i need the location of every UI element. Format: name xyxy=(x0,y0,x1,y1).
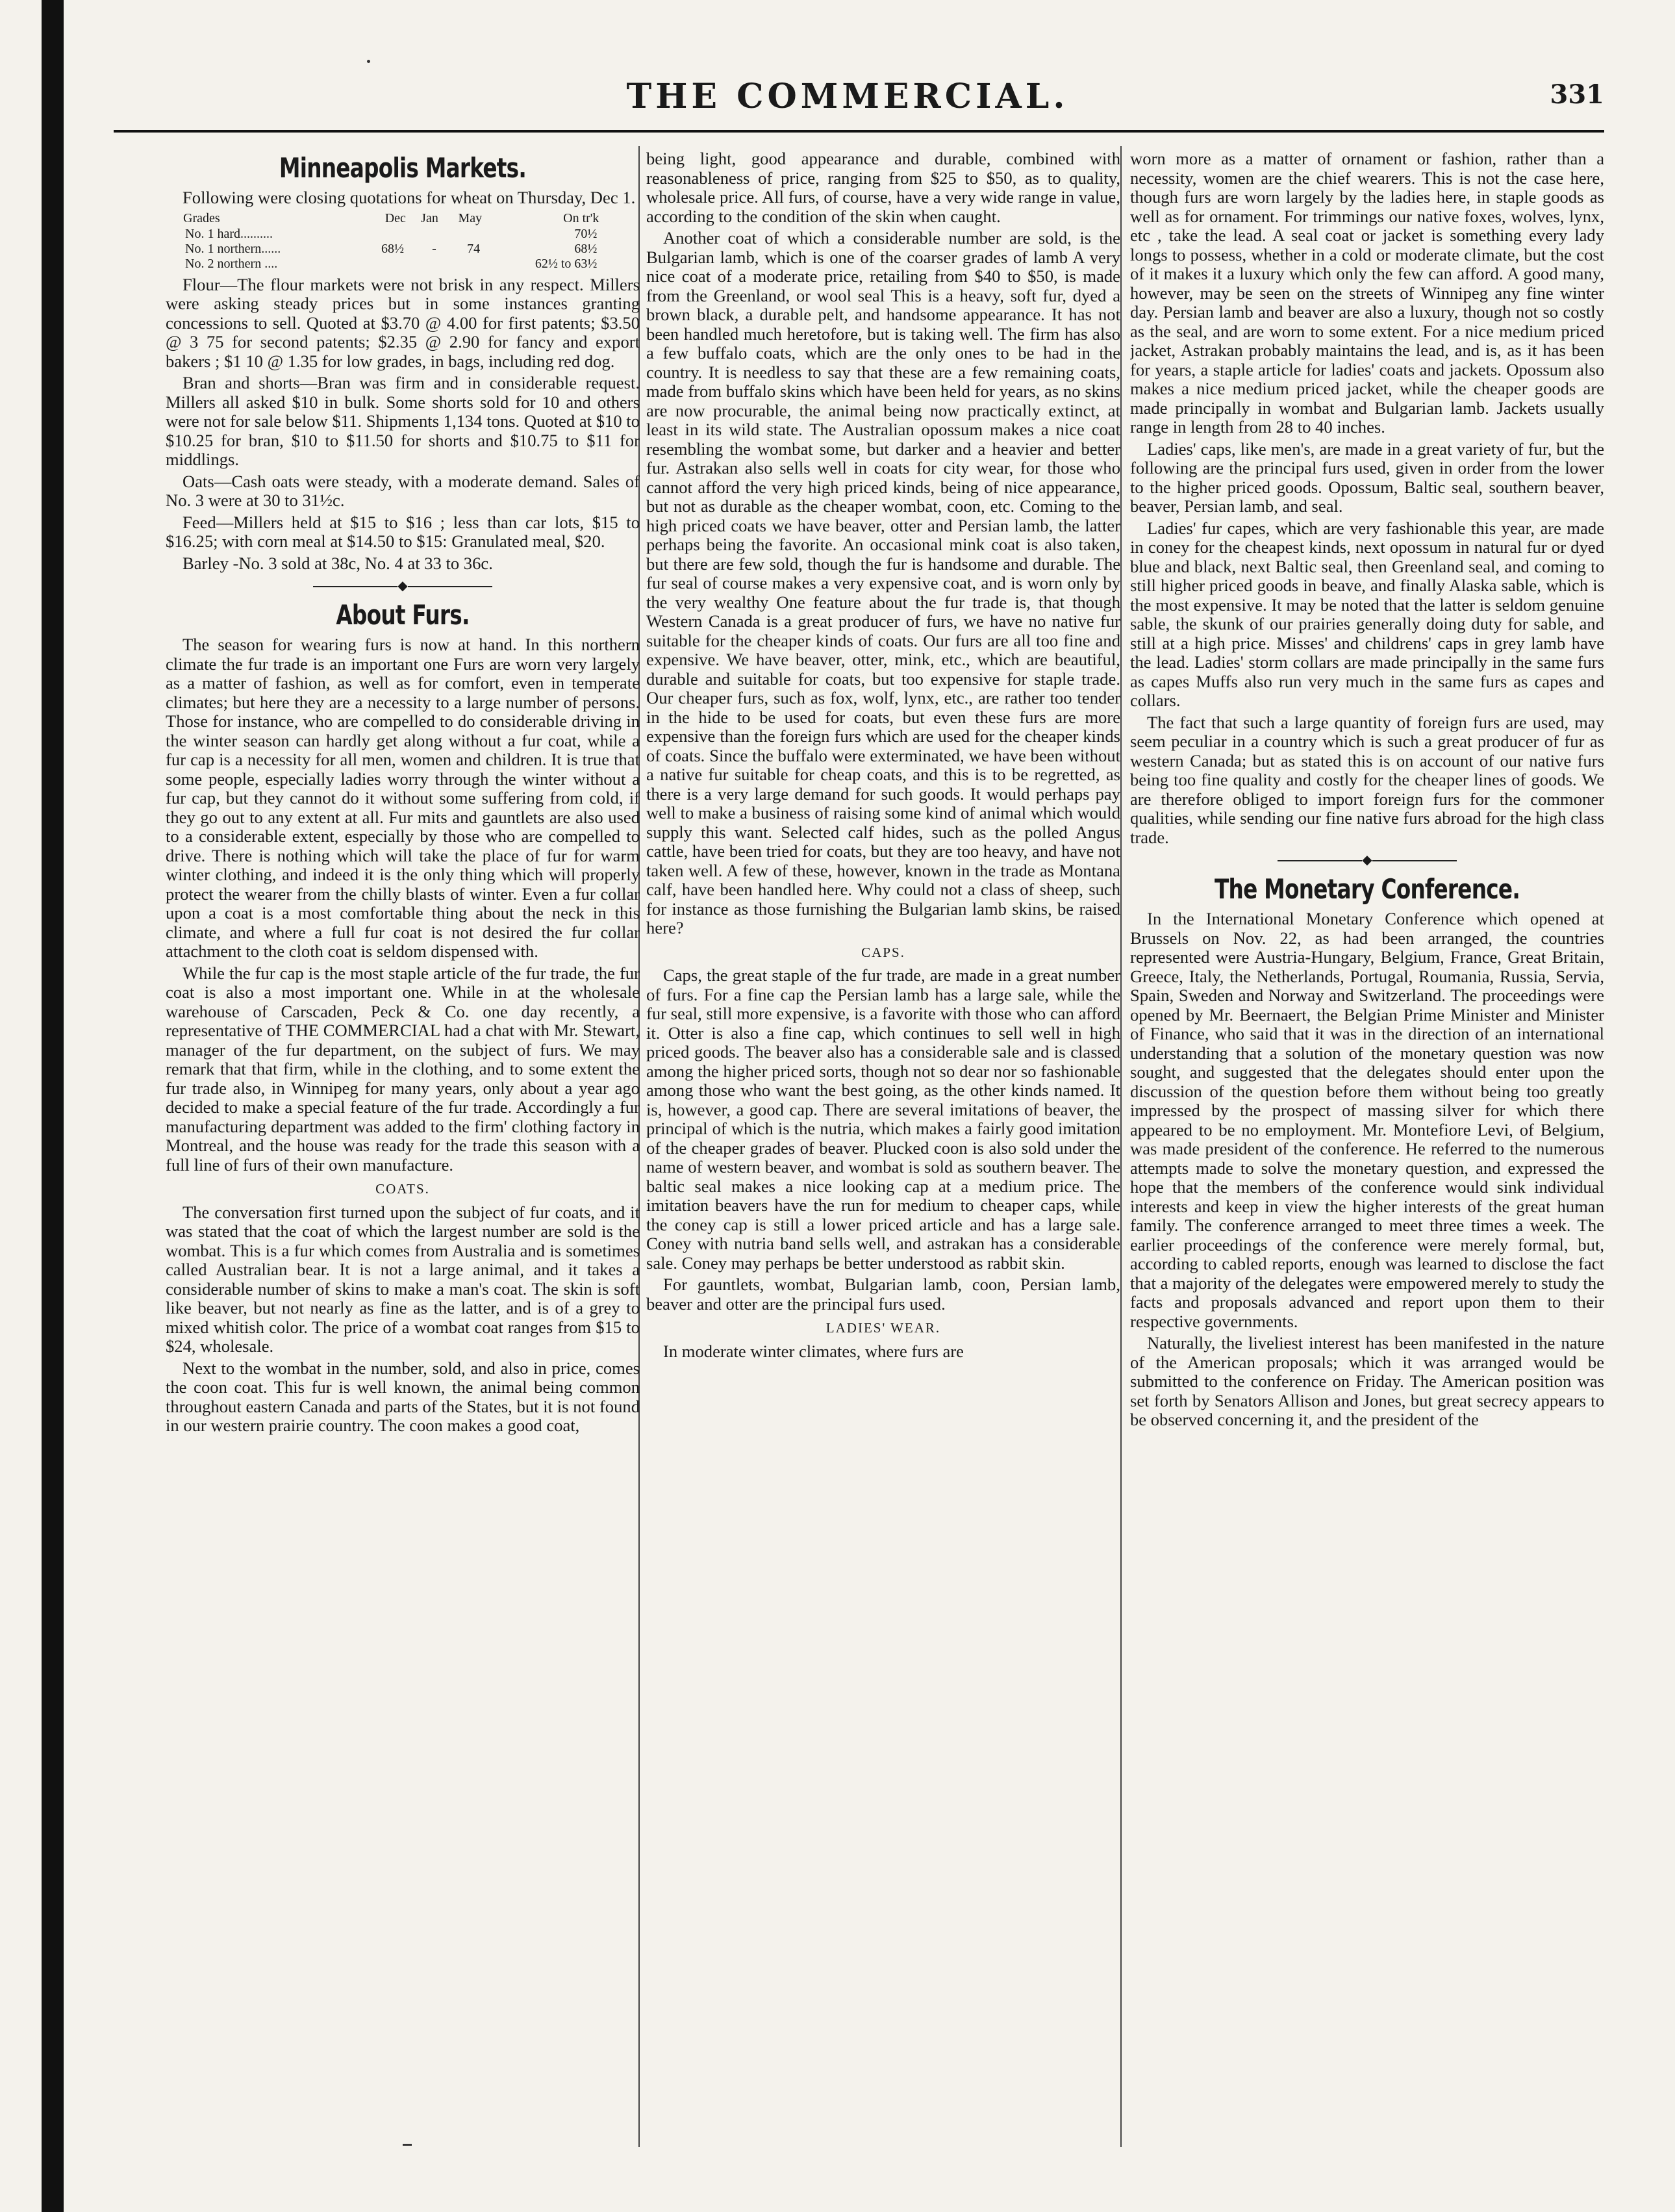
wheat-quotations-table xyxy=(183,210,599,272)
table-header-row xyxy=(183,210,599,227)
paragraph: Following were closing quotations for wheat on Thursday, Dec 1. xyxy=(183,188,636,207)
table-cell: 68½ xyxy=(574,241,598,256)
table-cell xyxy=(439,257,483,272)
column-header: On tr'k xyxy=(563,210,599,225)
article-separator: ◆ xyxy=(1130,854,1604,867)
article-separator: ◆ xyxy=(166,579,640,592)
table-cell: 68½ xyxy=(381,241,404,256)
column-header: Dec xyxy=(384,210,406,225)
table-cell xyxy=(358,227,407,242)
table-cell: No. 1 northern...... xyxy=(185,241,281,256)
paragraph: Ladies' fur capes, which are very fashionable this year, are made in coney for the cheapest kinds, next opossum in natural fur or dyed blue and black, next Baltic seal, then Greenland seal, and coming to still higher priced goods in beave, and finally Alaska sable, which is the most expensive. It may be noted that the latter is seldom genuine sable, the skunk of our prairies generally doing duty for sable, and still at a high price. Misses' and childrens' caps in grey lamb have the lead. Ladies' storm collars are made principally in the same furs as capes Muffs also run very much in the same furs as capes and collars. xyxy=(1130,518,1604,710)
paragraph: While the fur cap is the most staple article of the fur trade, the fur coat is also a most important one. While in at the wholesale warehouse of Carscaden, Peck & Co. one day recently, a representative of THE COMMERCIAL had a chat with Mr. Stewart, manager of the fur department, on the subject of furs. We may remark that that firm, while in the clothing, and to some extent the fur trade also, in Winnipeg for many years, only about a year ago decided to make a special feature of the fur trade. Accordingly a fur manufacturing department was added to the firm' clothing factory in Montreal, and the house was ready for the trade this season with a full line of furs of their own manufacture. xyxy=(166,963,640,1175)
paragraph: being light, good appearance and durable, combined with reasonableness of price, ranging from $25 to $50, as to quality, wholesale price. All furs, of course, have a very wide range in value, according to the condition of the skin when caught. xyxy=(646,149,1120,226)
article-heading-minneapolis: Minneapolis Markets. xyxy=(279,152,527,184)
masthead xyxy=(91,77,1604,122)
table-cell: No. 2 northern .... xyxy=(185,256,278,271)
table-cell: - xyxy=(432,241,436,256)
paragraph: Barley -No. 3 sold at 38c, No. 4 at 33 to 36c. xyxy=(183,553,493,573)
paragraph: Ladies' caps, like men's, are made in a great variety of fur, but the following are the principal furs used, given in order from the lower to the higher priced goods. Opossum, Baltic seal, southern beaver, beaver, Persian lamb, and seal. xyxy=(1130,439,1604,516)
paragraph: In the International Monetary Conference which opened at Brussels on Nov. 22, as had been arranged, the countries represented were Austria-Hungary, Belgium, France, Great Britain, Greece, Italy, the Netherlands, Portugal, Roumania, Russia, Servia, Spain, Sweden and Norway and Switzerland. The proceedings were opened by Mr. Beernaert, the Belgian Prime Minister and Minister of Finance, who said that it was in the direction of an international understanding that a solution of the monetary question was now sought, and suggested that the delegates should enter upon the discussion of the question before them without being too greatly impressed by the prospect of massing silver for which there appeared to be no employment. Mr. Montefiore Levi, of Belgium, was made president of the conference. He referred to the numerous attempts made to solve the monetary question, and expressed the hope that the members of the conference would sink individual interests and keep in view the higher interests of the great human family. The conference arranged to meet three times a week. The earlier proceedings of the conference were merely formal, but, according to cabled reports, enough was learned to disclose the fact that a majority of the delegates were empowered merely to study the facts and proposals advanced and report upon them to their respective governments. xyxy=(1130,909,1604,1331)
paragraph: For gauntlets, wombat, Bulgarian lamb, coon, Persian lamb, beaver and otter are the principal furs used. xyxy=(646,1275,1120,1314)
article-heading-monetary: The Monetary Conference. xyxy=(1214,873,1520,905)
article-heading-furs: About Furs. xyxy=(336,599,470,631)
paragraph: The conversation first turned upon the subject of fur coats, and it was stated that the coat of which the largest number are sold is the wombat. This is a fur which comes from Australia and is sometimes called Australian bear. It is not a large animal, and it takes a considerable number of skins to make a man's coat. The skin is soft like beaver, but not nearly as fine as the latter, and is of a grey to mixed whitish color. The price of a wombat coat ranges from $15 to $24, wholesale. xyxy=(166,1202,640,1356)
print-mark xyxy=(403,2144,412,2146)
table-cell xyxy=(358,257,407,272)
table-row xyxy=(183,227,599,242)
table-cell: 70½ xyxy=(574,226,598,241)
paragraph: The fact that such a large quantity of foreign furs are used, may seem peculiar in a country which is such a great producer of fur as western Canada; but as stated this is on account of our native furs being too fine quality and costly for the cheaper lines of goods. We are therefore obliged to import foreign furs for the commoner qualities, while sending our fine native furs abroad for the high class trade. xyxy=(1130,712,1604,847)
paragraph: The season for wearing furs is now at hand. In this northern climate the fur trade is an important one Furs are worn very largely as a matter of fashion, as well as for comfort, even in temperate climates; but here they are a necessity to a large number of persons. Those for instance, who are compelled to do considerable driving in the winter season can hardly get along without a fur coat, while a fur cap is a necessity for all men, women and children. It is true that some people, especially ladies worry through the winter without a fur cap, but they cannot do it without some suffering from cold, if they go out to any extent at all. Fur mits and gauntlets are also used to a considerable extent, especially by those who are compelled to drive. There is nothing which will take the place of fur for warm winter clothing, and indeed it is the only thing which will properly protect the wearer from the chilly blasts of winter. Even a fur collar upon a coat is a most comfortable thing about the neck in this climate, and where a full fur coat is not desired the fur collar attachment to the cloth coat is seldom dispensed with. xyxy=(166,635,640,961)
table-cell xyxy=(439,227,483,242)
column-header: Jan xyxy=(421,210,438,225)
paragraph: Caps, the great staple of the fur trade, are made in a great number of furs. For a fine cap the Persian lamb has a large sale, while the fur seal, still more expensive, is a favorite with those who can afford it. Otter is also a fine cap, which continues to sell well in high priced goods. The beaver also has a considerable sale and is classed among the higher priced sorts, though not so dear nor so fashionable among those who want the best going, as the other kinds named. It is, however, a good cap. There are several imitations of beaver, the principal of which is the nutria, which makes a fairly good imitation of the cheaper grades of beaver. Plucked coon is also sold under the name of western beaver, and wombat is sold as southern beaver. The baltic seal makes a nice looking cap at a medium price. The imitation beavers have the run for medium to cheaper caps, while the coney cap is still a lower priced article and has a large sale. Coney with nutria band sells well, and astrakan has a considerable sale. Coney may perhaps be better understood as rabbit skin. xyxy=(646,965,1120,1273)
paragraph: Bran and shorts—Bran was firm and in considerable request. Millers all asked $10 in bulk. Some shorts sold for 10 and others were not for sale below $11. Shipments 1,134 tons. Quoted at $10 to $10.25 for bran, $10 to $11.50 for shorts and $10.75 to $11 for middlings. xyxy=(166,373,640,469)
paragraph: Naturally, the liveliest interest has been manifested in the nature of the American proposals; which it was arranged would be submitted to the conference on Friday. The American position was set forth by Senators Allison and Jones, but great secrecy appears to be observed concerning it, and the president of the xyxy=(1130,1333,1604,1429)
column-header: May xyxy=(458,210,483,225)
paragraph: In moderate winter climates, where furs are xyxy=(663,1341,964,1361)
table-cell: 74 xyxy=(467,241,481,256)
paragraph: Feed—Millers held at $15 to $16 ; less than car lots, $15 to $16.25; with corn meal at $14.50 to $15: Granulated meal, $20. xyxy=(166,512,640,551)
table-cell xyxy=(407,227,439,242)
paragraph: Flour—The flour markets were not brisk in any respect. Millers were asking steady prices but in some instances granting concessions to sell. Quoted at $3.70 @ 4.00 for first patents; $3.50 @ 3 75 for second patents; $2.35 @ 2.90 for fancy and export bakers ; $1 10 @ 1.35 for low grades, in bags, including red dog. xyxy=(166,274,640,371)
column-divider xyxy=(1120,146,1122,2147)
table-row xyxy=(183,242,599,257)
paragraph: Another coat of which a considerable number are sold, is the Bulgarian lamb, which is one of the coarser grades of lamb A very nice coat of a moderate price, retailing from $40 to $50, is made from the Greenland, or wool seal This is a heavy, soft fur, dyed a brown black, a durable pelt, and handsome appearance. It has not been handled much heretofore, but is taking well. The firm has also a few buffalo coats, which are the only ones to be had in the country. It is needless to say that these are a few remaining coats, made from buffalo skins which have been held for years, as no skins are now procurable, the animal being now practically extinct, at least in its wild state. The Australian opossum makes a nice coat resembling the wombat some, but darker and a heavier and better fur. Astrakan also sells well in coats for city wear, for those who cannot afford the very high priced kinds, being of nice appearance, but not as durable as the cheaper wombat, coon, etc. Coming to the high priced coats we have beaver, otter and Persian lamb, the latter perhaps being the favorite. An occasional mink coat is also taken, but there are few sold, though the fur is handsome and durable. The fur seal of course makes a very expensive coat, and is worn only by the very wealthy One feature about the fur trade is, that though Western Canada is a great producer of furs, we have no native fur suitable for the cheaper kinds of coats. Our furs are all too fine and expensive. We have beaver, otter, mink, etc., which are beautiful, durable and suitable for coats, but too expensive for staple trade. Our cheaper furs, such as fox, wolf, lynx, etc., are rather too tender in the hide to be used for coats, but even these furs are more expensive than the foreign furs which are used for the cheaper kinds of coats. Since the buffalo were exterminated, we have been without a native fur suitable for cheap coats, and this is to be regretted, as there is a very large demand for such goods. It would perhaps pay well to make a business of raising some kind of animal which would supply this want. Selected calf hides, such as the polled Angus cattle, have been tried for coats, but they are too heavy, and have not taken well. A few of these, however, known in the trade as Montana calf, have been handled here. Why could not a class of sheep, such for instance as those furnishing the Bulgarian lamb skins, be raised here? xyxy=(646,228,1120,937)
table-cell xyxy=(407,257,439,272)
table-cell: No. 1 hard.......... xyxy=(185,226,273,241)
table-row xyxy=(183,257,599,272)
header-rule xyxy=(114,130,1604,133)
subheading-coats: COATS. xyxy=(375,1181,430,1197)
paragraph: worn more as a matter of ornament or fashion, rather than a necessity, women are the chief wearers. This is not the case here, though furs are worn largely by the ladies here, in staple goods as well as for ornament. For trimmings our native foxes, wolves, lynx, etc , take the lead. A seal coat or jacket is something every lady longs to possess, whether in a cold or moderate climate, but the cost of it makes it a luxury which only the few can afford. A good many, however, may be seen on the streets of Winnipeg any fine winter day. Persian lamb and beaver are also a luxury, though not so costly as the seal, and are worn to some extent. For a nice medium priced jacket, Astrakan probably maintains the lead, and is, as it has been for years, a staple article for ladies' coats and jackets. Opossum also makes a nice medium priced jacket, while the cheaper goods are made principally in wombat and Bulgarian lamb. Jackets usually range in length from 28 to 40 inches. xyxy=(1130,149,1604,437)
publication-title: THE COMMERCIAL. xyxy=(626,77,1069,116)
column-3 xyxy=(1130,149,1604,2163)
paragraph: Next to the wombat in the number, sold, and also in price, comes the coon coat. This fur is well known, the animal being common throughout eastern Canada and parts of the States, but it is not found in our western prairie country. The coon makes a good coat, xyxy=(166,1358,640,1435)
column-2 xyxy=(646,149,1120,2163)
page-number: 331 xyxy=(1550,79,1604,110)
table-cell: 62½ to 63½ xyxy=(535,256,598,271)
subheading-ladies-wear: LADIES' WEAR. xyxy=(825,1320,941,1336)
paragraph: Oats—Cash oats were steady, with a moderate demand. Sales of No. 3 were at 30 to 31½c. xyxy=(166,471,640,510)
subheading-caps: CAPS. xyxy=(861,944,905,960)
ink-speck xyxy=(367,60,370,63)
column-1 xyxy=(166,149,640,2163)
page-binding-edge xyxy=(42,0,64,2212)
column-header: Grades xyxy=(183,210,220,225)
